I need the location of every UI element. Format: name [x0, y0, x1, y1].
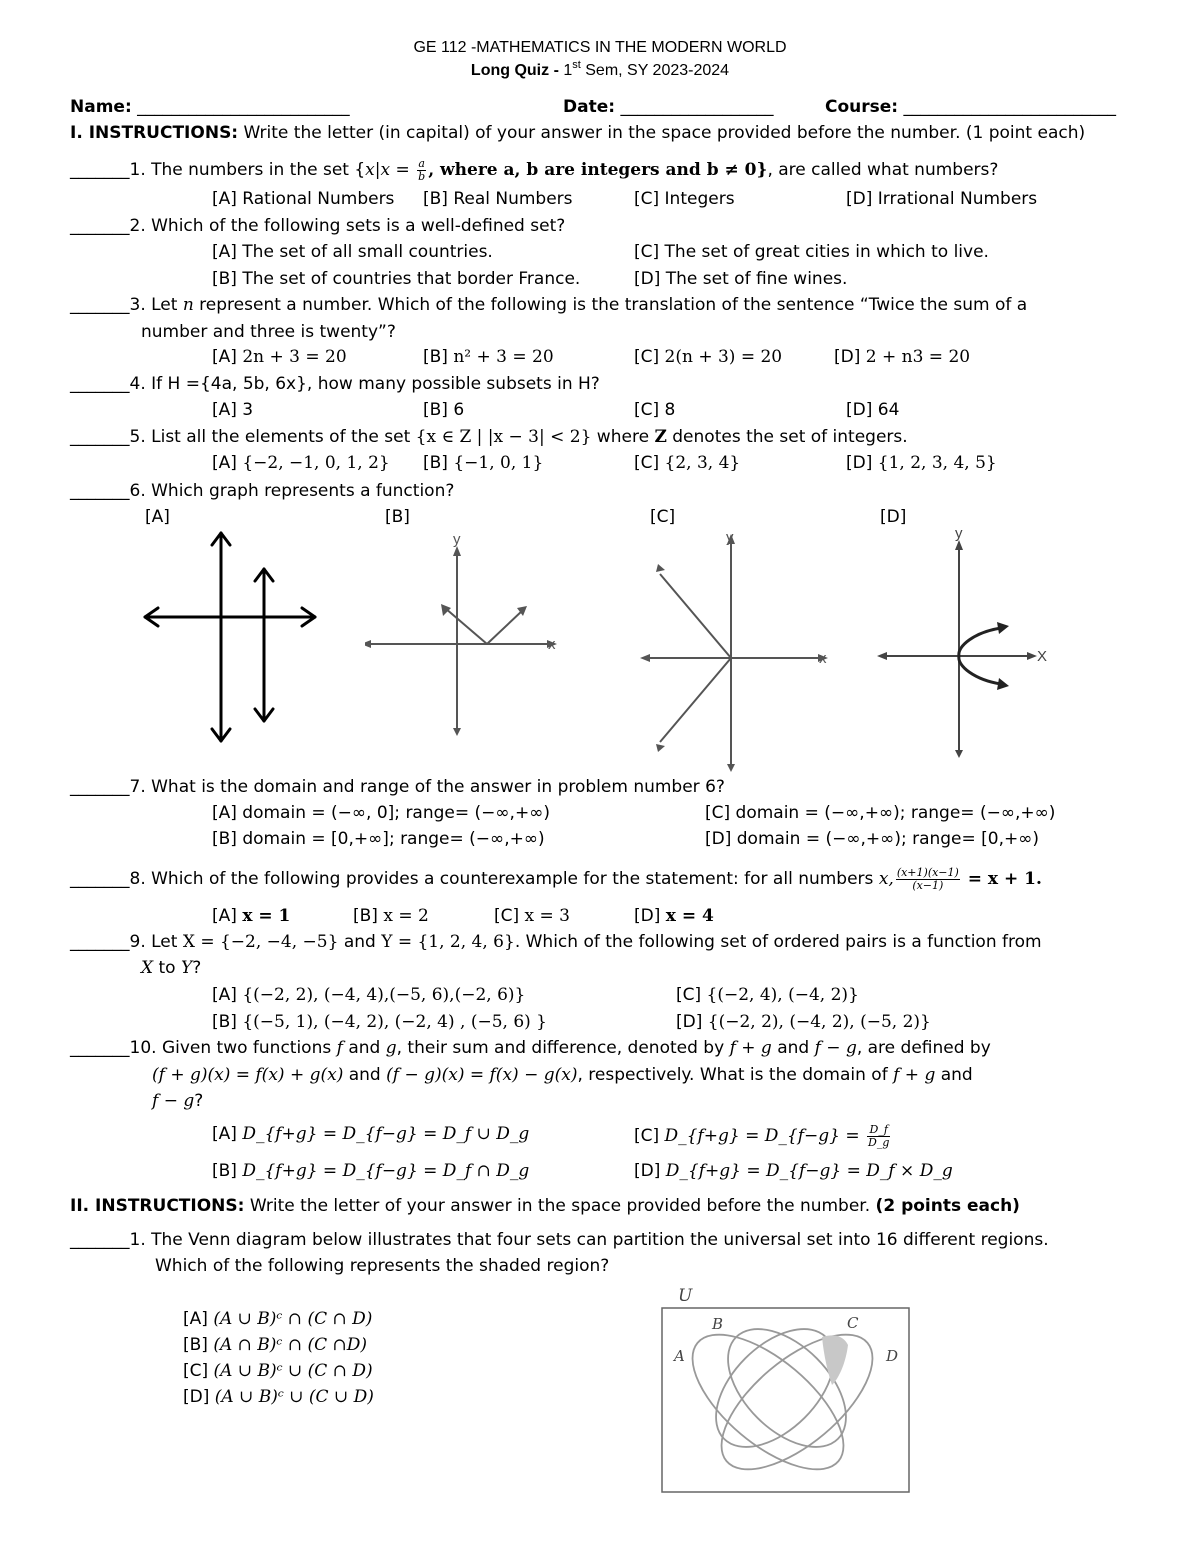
q10-option-b: [B] D_{f+g} = D_{f−g} = D_f ∩ D_g: [212, 1161, 530, 1181]
q8-option-a: [A] x = 1: [212, 906, 291, 926]
answer-blank[interactable]: _______: [70, 374, 130, 394]
answer-blank[interactable]: _______: [70, 1038, 130, 1058]
q10-option-c: [C] D_{f+g} = D_{f−g} = $\frac{D\_f}{D\_g}$: [634, 1123, 890, 1149]
answer-blank[interactable]: _______: [70, 1230, 130, 1250]
quiz-subtitle: Long Quiz - 1st Sem, SY 2023-2024: [470, 59, 730, 79]
q7-option-d: [D] domain = (−∞,+∞); range= [0,+∞): [705, 829, 1040, 849]
graph-c-x-label: x: [819, 650, 827, 667]
q5-option-b: [B] {−1, 0, 1}: [423, 453, 544, 473]
answer-blank[interactable]: _______: [70, 932, 130, 952]
q7-option-c: [C] domain = (−∞,+∞); range= (−∞,+∞): [705, 803, 1056, 823]
quiz-course-title: GE 112 -MATHEMATICS IN THE MODERN WORLD: [413, 39, 787, 56]
q6-label-b: [B]: [385, 507, 410, 527]
q9-option-b: [B] {(−5, 1), (−4, 2), (−2, 4) , (−5, 6) }: [212, 1012, 547, 1032]
answer-blank[interactable]: _______: [70, 295, 130, 315]
p2q1-option-b: [B] (A ∩ B)ᶜ ∩ (C ∩D): [183, 1335, 368, 1355]
p2q1-option-a: [A] (A ∪ B)ᶜ ∩ (C ∩ D): [183, 1309, 373, 1329]
q2-option-c: [C] The set of great cities in which to live.: [634, 242, 989, 262]
q7-option-b: [B] domain = [0,+∞]; range= (−∞,+∞): [212, 829, 545, 849]
q8-option-b: [B] x = 2: [353, 906, 429, 926]
question-5: _______5. List all the elements of the set {x ∈ Z | |x − 3| < 2} where Z denotes the set of integers.: [70, 427, 908, 447]
venn-label-d: D: [886, 1347, 899, 1365]
answer-blank[interactable]: _______: [70, 427, 130, 447]
q5-option-c: [C] {2, 3, 4}: [634, 453, 741, 473]
question-4: _______4. If H ={4a, 5b, 6x}, how many possible subsets in H?: [70, 374, 600, 394]
q3-option-a: [A] 2n + 3 = 20: [212, 347, 347, 367]
q9-option-c: [C] {(−2, 4), (−4, 2)}: [676, 985, 859, 1005]
q1-option-d: [D] Irrational Numbers: [846, 189, 1038, 209]
q10-option-a: [A] D_{f+g} = D_{f−g} = D_f ∪ D_g: [212, 1124, 530, 1144]
graph-c-y-label: y: [726, 529, 734, 546]
q3-option-d: [D] 2 + n3 = 20: [834, 347, 971, 367]
part2-question-1: _______1. The Venn diagram below illustrates that four sets can partition the universal set into 16 different regions.: [70, 1230, 1049, 1250]
question-8: _______8. Which of the following provides a counterexample for the statement: for all numbers x, $\frac{(x+1)(x-1)}{(x-1)}$ = x + 1.: [70, 866, 1042, 892]
q2-option-b: [B] The set of countries that border France.: [212, 269, 581, 289]
graph-b-y-label: y: [453, 531, 461, 548]
answer-blank[interactable]: _______: [70, 481, 130, 501]
q4-option-b: [B] 6: [423, 400, 465, 420]
q4-option-c: [C] 8: [634, 400, 676, 420]
q5-option-d: [D] {1, 2, 3, 4, 5}: [846, 453, 997, 473]
venn-diagram: [660, 1283, 912, 1495]
q3-option-c: [C] 2(n + 3) = 20: [634, 347, 783, 367]
question-9: _______9. Let X = {−2, −4, −5} and Y = {1, 2, 4, 6}. Which of the following set of ordered pairs is a function from: [70, 932, 1042, 952]
graph-b-x-label: x: [548, 636, 556, 653]
question-2: _______2. Which of the following sets is a well-defined set?: [70, 216, 566, 236]
q5-option-a: [A] {−2, −1, 0, 1, 2}: [212, 453, 390, 473]
question-3-continued: number and three is twenty”?: [141, 322, 396, 342]
venn-label-a: A: [674, 1347, 685, 1365]
q8-option-d: [D] x = 4: [634, 906, 714, 926]
q1-option-b: [B] Real Numbers: [423, 189, 573, 209]
q9-option-d: [D] {(−2, 2), (−4, 2), (−5, 2)}: [676, 1012, 931, 1032]
q10-option-d: [D] D_{f+g} = D_{f−g} = D_f × D_g: [634, 1161, 953, 1181]
question-3: _______3. Let n represent a number. Which of the following is the translation of the sentence “Twice the sum of a: [70, 295, 1028, 315]
q7-option-a: [A] domain = (−∞, 0]; range= (−∞,+∞): [212, 803, 550, 823]
course-field[interactable]: Course: _________________________: [825, 97, 1116, 117]
graph-b: [365, 528, 565, 738]
answer-blank[interactable]: _______: [70, 216, 130, 236]
q3-option-b: [B] n² + 3 = 20: [423, 347, 554, 367]
q4-option-d: [D] 64: [846, 400, 900, 420]
graph-c: [640, 528, 840, 773]
q2-option-d: [D] The set of fine wines.: [634, 269, 848, 289]
answer-blank[interactable]: _______: [70, 869, 130, 890]
graph-a: [130, 525, 330, 750]
q6-label-d: [D]: [880, 507, 907, 527]
answer-blank[interactable]: _______: [70, 160, 130, 181]
q6-label-a: [A]: [145, 507, 170, 527]
part2-question-1-continued: Which of the following represents the shaded region?: [155, 1256, 610, 1276]
p2q1-option-c: [C] (A ∪ B)ᶜ ∪ (C ∩ D): [183, 1361, 373, 1381]
q1-option-a: [A] Rational Numbers: [212, 189, 395, 209]
part1-instructions: I. INSTRUCTIONS: Write the letter (in capital) of your answer in the space provided before the number. (1 point each): [70, 123, 1086, 143]
q8-option-c: [C] x = 3: [494, 906, 571, 926]
question-6: _______6. Which graph represents a function?: [70, 481, 455, 501]
question-10: _______10. Given two functions f and g, their sum and difference, denoted by f + g and f − g, are defined by: [70, 1038, 991, 1058]
question-10-line-3: f − g?: [152, 1091, 204, 1111]
answer-blank[interactable]: _______: [70, 777, 130, 797]
q2-option-a: [A] The set of all small countries.: [212, 242, 493, 262]
q6-label-c: [C]: [650, 507, 676, 527]
q4-option-a: [A] 3: [212, 400, 254, 420]
q1-option-c: [C] Integers: [634, 189, 735, 209]
question-10-line-2: (f + g)(x) = f(x) + g(x) and (f − g)(x) = f(x) − g(x), respectively. What is the domain of f + g and: [152, 1065, 973, 1085]
p2q1-option-d: [D] (A ∪ B)ᶜ ∪ (C ∪ D): [183, 1387, 374, 1407]
venn-label-u: U: [678, 1286, 693, 1306]
venn-label-b: B: [712, 1315, 724, 1333]
name-field[interactable]: Name: _________________________: [70, 97, 350, 117]
venn-label-c: C: [847, 1314, 859, 1332]
q9-option-a: [A] {(−2, 2), (−4, 4),(−5, 6),(−2, 6)}: [212, 985, 526, 1005]
question-7: _______7. What is the domain and range of the answer in problem number 6?: [70, 777, 725, 797]
graph-d: [875, 522, 1065, 762]
part2-instructions: II. INSTRUCTIONS: Write the letter of your answer in the space provided before the number. (2 points each): [70, 1196, 1020, 1216]
question-9-continued: X to Y?: [141, 958, 202, 978]
graph-d-y-label: y: [955, 525, 963, 542]
question-1: _______1. The numbers in the set {x|x = $\frac{a}{b}$ , where a, b are integers and b ≠ 0}, are called what numbers?: [70, 157, 999, 183]
date-field[interactable]: Date: __________________: [563, 97, 774, 117]
graph-d-x-label: X: [1037, 648, 1048, 665]
